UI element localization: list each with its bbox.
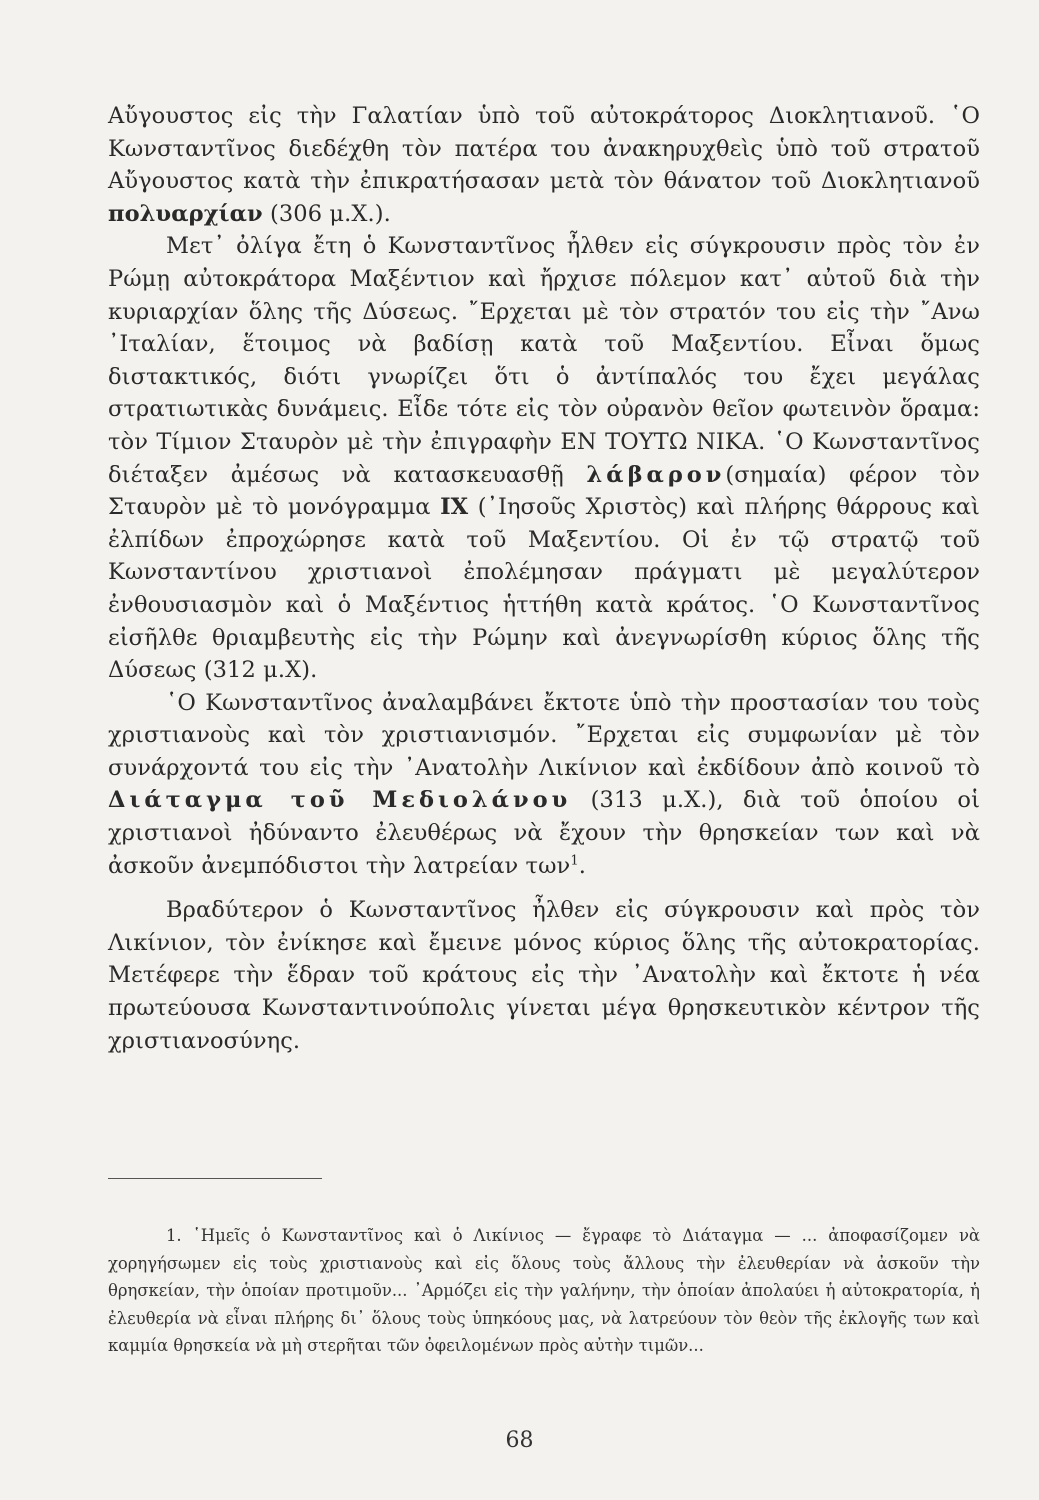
paragraph-1 (108, 100, 980, 230)
bold-term: ΙΧ (440, 494, 469, 521)
paragraph-text: (313 μ.Χ.), διὰ τοῦ ὁποίου οἱ χριστιανοὶ ἠδύναντο ἐλευθέρως νὰ ἔχουν τὴν θρησκείαν των καὶ νὰ ἀσκοῦν ἀνεμπόδιστοι τὴν λατρείαν των (108, 787, 981, 879)
page-body (108, 100, 980, 1057)
bold-term: πολυαρχίαν (108, 200, 263, 227)
paragraph-3 (108, 687, 980, 883)
bold-term: λάβαρον (586, 461, 726, 488)
paragraph-4: Βραδύτερον ὁ Κωνσταντῖνος ἦλθεν εἰς σύγκρουσιν καὶ πρὸς τὸν Λικίνιον, τὸν ἐνίκησε καὶ ἔμεινε μόνος κύριος ὅλης τῆς αὐτοκρατορίας. Μετέφερε τὴν ἕδραν τοῦ κράτους εἰς τὴν ᾽Ανατολὴν καὶ ἔκτοτε ἡ νέα πρωτεύουσα Κωνσταντινούπολις γίνεται μέγα θρησκευτικὸν κέντρον τῆς χριστιανοσύνης. (108, 897, 980, 1054)
paragraph-text: ῾Ο Κωνσταντῖνος ἀναλαμβάνει ἔκτοτε ὑπὸ τὴν προστασίαν του τοὺς χριστιανοὺς καὶ τὸν χριστιανισμόν. ῎Ερχεται εἰς συμφωνίαν μὲ τὸν συνάρχοντά του εἰς τὴν ᾽Ανατολὴν Λικίνιον καὶ ἐκδίδουν ἀπὸ κοινοῦ τὸ (108, 689, 980, 781)
paragraph-text: Μετ᾽ ὀλίγα ἔτη ὁ Κωνσταντῖνος ἦλθεν εἰς σύγκρουσιν πρὸς τὸν ἐν Ρώμῃ αὐτοκράτορα Μαξέντιον καὶ ἤρχισε πόλεμον κατ᾽ αὐτοῦ διὰ τὴν κυριαρχίαν ὅλης τῆς Δύσεως. ῎Ερχεται μὲ τὸν στρατόν του εἰς τὴν ῎Ανω ᾽Ιταλίαν, ἕτοιμος νὰ βαδίσῃ κατὰ τοῦ Μαξεντίου. Εἶναι ὅμως διστακτικός, διότι γνωρίζει ὅτι ὁ ἀντίπαλός του ἔχει μεγάλας στρατιωτικὰς δυνάμεις. Εἶδε τότε εἰς τὸν οὐρανὸν θεῖον φωτεινὸν ὅραμα: τὸν Τίμιον Σταυρὸν μὲ τὴν ἐπιγραφὴν ΕΝ ΤΟΥΤΩ ΝΙΚΑ. ῾Ο Κωνσταντῖνος διέταξεν ἀμέσως νὰ κατασκευασθῇ (108, 233, 980, 488)
paragraph-2 (108, 230, 980, 686)
footnote-divider (108, 1178, 322, 1179)
footnote: 1. ῾Ημεῖς ὁ Κωνσταντῖνος καὶ ὁ Λικίνιος — ἔγραφε τὸ Διάταγμα — ... ἀποφασίζομεν νὰ χορηγήσωμεν εἰς τοὺς χριστιανοὺς καὶ εἰς ὅλους τοὺς ἄλλους τὴν ἐλευθερίαν νὰ ἀσκοῦν τὴν θρησκείαν, τὴν ὁποίαν προτιμοῦν... ᾽Αρμόζει εἰς τὴν γαλήνην, τὴν ὁποίαν ἀπολαύει ἡ αὐτοκρατορία, ἡ ἐλευθερία νὰ εἶναι πλήρης δι᾽ ὅλους τοὺς ὑπηκόους μας, νὰ λατρεύουν τὸν θεὸν τῆς ἐκλογῆς των καὶ καμμία θρησκεία νὰ μὴ στερῆται τῶν ὀφειλομένων πρὸς αὐτὴν τιμῶν... (108, 1226, 980, 1355)
paragraph-text: Αὔγουστος εἰς τὴν Γαλατίαν ὑπὸ τοῦ αὐτοκράτορος Διοκλητιανοῦ. ῾Ο Κωνσταντῖνος διεδέχθη τὸν πατέρα του ἀνακηρυχθεὶς ὑπὸ τοῦ στρατοῦ Αὔγουστος κατὰ τὴν ἐπικρατήσασαν μετὰ τὸν θάνατον τοῦ Διοκλητιανοῦ (108, 103, 980, 195)
footnote-marker: 1 (570, 853, 579, 869)
paragraph-text: (σημαία) φέρον τὸν Σταυρὸν μὲ τὸ μονόγραμμα (108, 461, 980, 521)
bold-term: Διάταγμα τοῦ Μεδιολάνου (108, 787, 572, 814)
paragraph-text: (᾽Ιησοῦς Χριστὸς) καὶ πλήρης θάρρους καὶ ἐλπίδων ἐπροχώρησε κατὰ τοῦ Μαξεντίου. Οἱ ἐν τῷ στρατῷ τοῦ Κωνσταντίνου χριστιανοὶ ἐπολέμησαν πράγματι μὲ μεγαλύτερον ἐνθουσιασμὸν καὶ ὁ Μαξέντιος ἡττήθη κατὰ κράτος. ῾Ο Κωνσταντῖνος εἰσῆλθε θριαμβευτὴς εἰς τὴν Ρώμην καὶ ἀνεγνωρίσθη κύριος ὅλης τῆς Δύσεως (312 μ.Χ). (108, 494, 980, 684)
paragraph-text: (306 μ.Χ.). (262, 200, 391, 227)
page-number: 68 (505, 1428, 534, 1453)
paragraph-text: . (578, 852, 586, 879)
